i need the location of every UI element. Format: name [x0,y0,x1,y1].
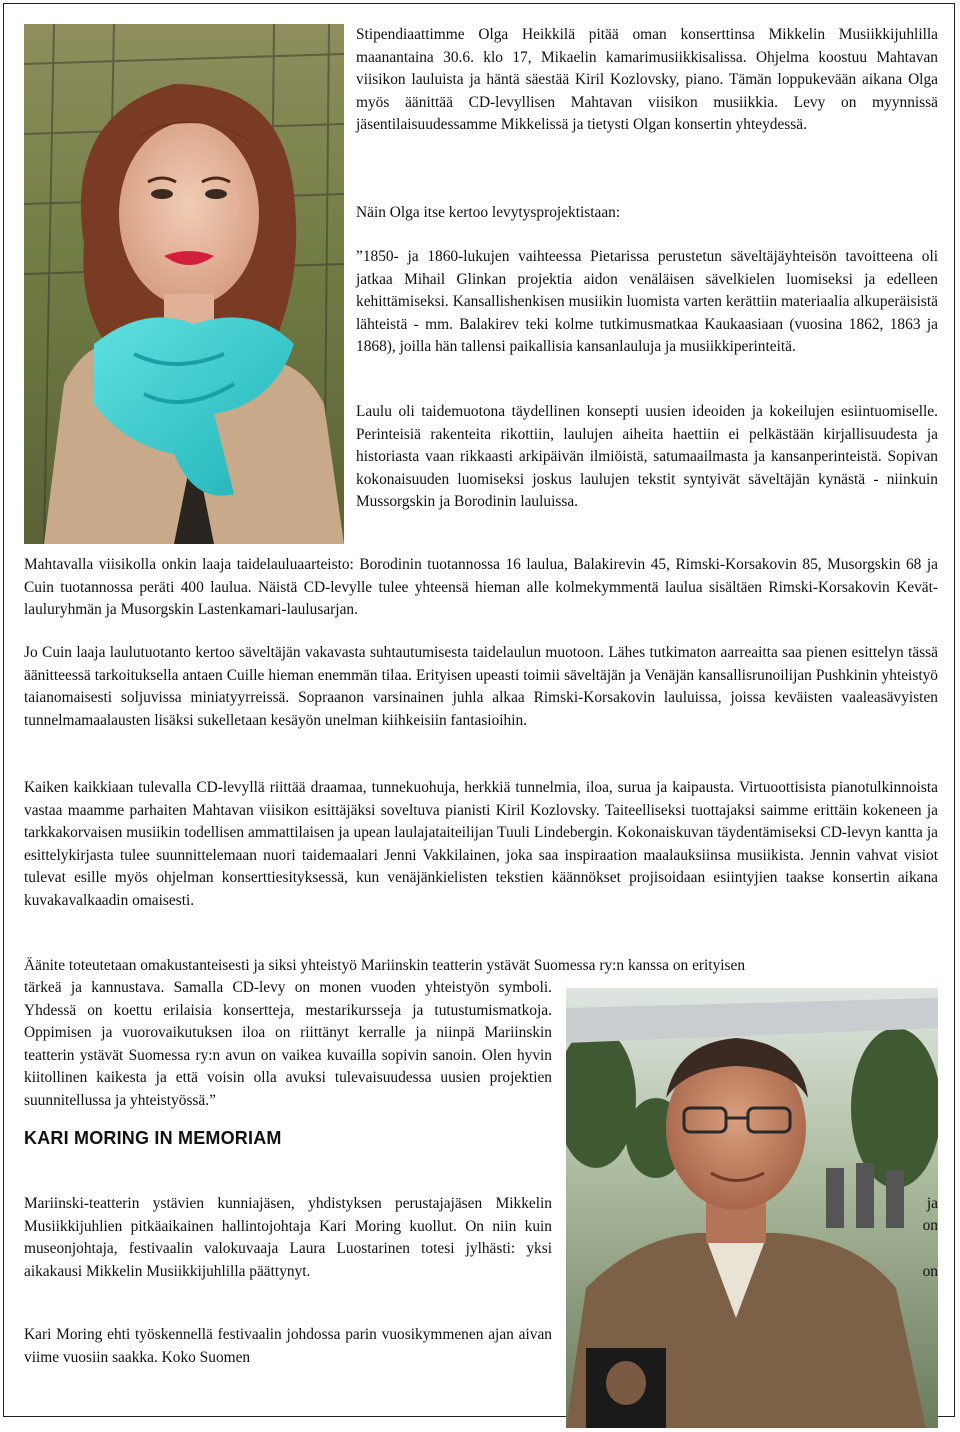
jo-cuin-paragraph: Jo Cuin laaja laulutuotanto kertoo säveltäjän vakavasta suhtautumisesta taidelaulun muotoon. Lähes tutkimaton aarreaitta saa pienen esittelyn tässä äänitteessä tarkoituksella antaen Cuille hieman enemmän tilaa. Erityisen upeasti toimii säveltäjän ja Venäjän kansallisrunoilijan Pushkinin yhteistyö taianomaisesti soljuvissa miniatyyrreissä. Sopraanon varsinainen juhla alkaa Rimski-Korsakovin lauluissa, joissa keväisten vaaleasävyisten tunnelmamaalausten lisäksi sukelletaan kesäyön unelman kiihkeisiin fantasioihin. [24,644,938,729]
portrait-photo-man [566,988,938,1428]
portrait-woman-illustration [24,24,344,544]
mariinski-right-word-3: on [922,1263,938,1280]
mariinski-right-word-2: on [922,1217,938,1234]
kari-paragraph: Kari Moring ehti työskennellä festivaalin johdossa parin vuosikymmenen ajan aivan viime vuosiin saakka. Koko Suomen [24,1326,552,1366]
mahtavalla-paragraph: Mahtavalla viisikolla onkin laaja taidelauluaarteisto: Borodinin tuotannossa 16 laulua, Balakirevin 45, Rimski-Korsakovin 85, Musorgskin 68 ja Cuin tuotannossa peräti 400 laulua. Näistä CD-levylle tulee yhteensä hieman alle kolmekymmentä laulua sisältäen Rimski-Korsakovin Kevät-lauluryhmän ja Musorgskin Lastenkamari-laulusarjan. [24,556,938,619]
aanite-paragraph-continued: tärkeä ja kannustava. Samalla CD-levy on monen vuoden yhteistyön symboli. Yhdessä on koettu erilaisia konsertteja, mestarikursseja ja tutustumismatkoja. Oppimisen ja vuorovaikutuksen iloa on riittänyt kerralle ja niinpä Mariinskin teatterin ystävät Suomessa ry:n avun on vaikea kuvailla sopivin sanoin. Olen hyvin kiitollinen kaikesta ja että voisin olla avuksi tulevaisuudessa uusien projektien suunnitellussa ja yhteistyössä.” [24,979,552,1109]
mariinski-right-word-1: ja [926,1195,938,1212]
memoriam-heading: KARI MORING IN MEMORIAM [24,1128,282,1148]
quote-paragraph: ”1850- ja 1860-lukujen vaihteessa Pietarissa perustetun säveltäjäyhteisön tavoitteena oli jatkaa Mihail Glinkan projektia aidon venäläisen sävelkielen luomiseksi ja edelleen kehittämiseksi. Kansallishenkisen musiikin luomista varten kerättiin materiaalia alkuperäisistä lähteistä - mm. Balakirev teki kolme tutkimusmatkaa Kaukaasiaan (vuosina 1862, 1863 ja 1868), joilla hän tallensi paikallisia kansanlauluja ja musiikkiperinteitä. [356,248,938,356]
intro-paragraph: Stipendiaattimme Olga Heikkilä pitää oman konserttinsa Mikkelin Musiikkijuhlilla maanantaina 30.6. klo 17, Mikaelin kamarimusiikkisalissa. Ohjelma koostuu Mahtavan viisikon lauluista ja häntä säestää Kiril Kozlovsky, piano. Tämän loppukevään aikana Olga myös äänittää CD-levyllisen Mahtavan viisikon musiikkia. Levy on myynnissä jäsentilaisuudessamme Mikkelissä ja tietysti Olgan konsertin yhteydessä. [356,26,938,134]
kaiken-paragraph: Kaiken kaikkiaan tulevalla CD-levyllä riittää draamaa, tunnekuohuja, herkkiä tunnelmia, iloa, surua ja kaipausta. Virtuoottisista pianotulkinnoista vastaa maamme parhaiten Mahtavan viisikon esittäjäksi soveltuva pianisti Kiril Kozlovsky. Taiteelliseksi tuottajaksi saimme erittäin kokeneen ja tarkkakorvaisen musiikin todellisen ammattilaisen ja upean laulajataiteilijan Tuuli Lindebergin. Kokonaiskuvan täydentämiseksi CD-levyn kantta ja esittelykirjasta tulee suunnittelemaan nuori taidemaalari Jenni Vakkilainen, joka saa inspiraation maalauksiinsa musiikista. Jennin vahvat visiot tulevat esille myös ohjelman konserttiesityksessä, kun venäjänkielisten tekstien käännökset projisoidaan esiintyjien taakse konsertin aikana kuvakavalkaadin omaisesti. [24,779,938,909]
naain-paragraph: Näin Olga itse kertoo levytysprojektistaan: [356,204,621,221]
portrait-man-illustration [566,988,938,1428]
aanite-paragraph-first-line: Äänite toteutetaan omakustanteisesti ja siksi yhteistyö Mariinskin teatterin ystävät Suomessa ry:n kanssa on erityisen [24,957,746,974]
portrait-photo-woman [24,24,344,544]
laulu-paragraph: Laulu oli taidemuotona täydellinen konsepti uusien ideoiden ja kokeilujen esiintuomiselle. Perinteisiä rakenteita rikottiin, laulujen aiheita haettiin ei pelkästään kirjallisuudesta ja historiasta vaan rikkaasti arkipäivän ilmiöistä, satumaailmasta ja kansanperinteistä. Sopivan kokonaisuuden luomiseksi joskus laulujen tekstit syntyivät säveltäjän kynästä - niinkuin Mussorgskin ja Borodinin lauluissa. [356,403,938,511]
mariinski-paragraph: Mariinski-teatterin ystävien kunniajäsen, yhdistyksen perustajajäsen Mikkelin Musiikkijuhlien pitkäaikainen hallintojohtaja Kari Moring kuollut. On niin kuin museonjohtaja, festivaalin valokuvaaja Laura Luostarinen totesi jylhästi: yksi aikakausi Mikkelin Musiikkijuhlilla päättynyt. [24,1195,552,1280]
